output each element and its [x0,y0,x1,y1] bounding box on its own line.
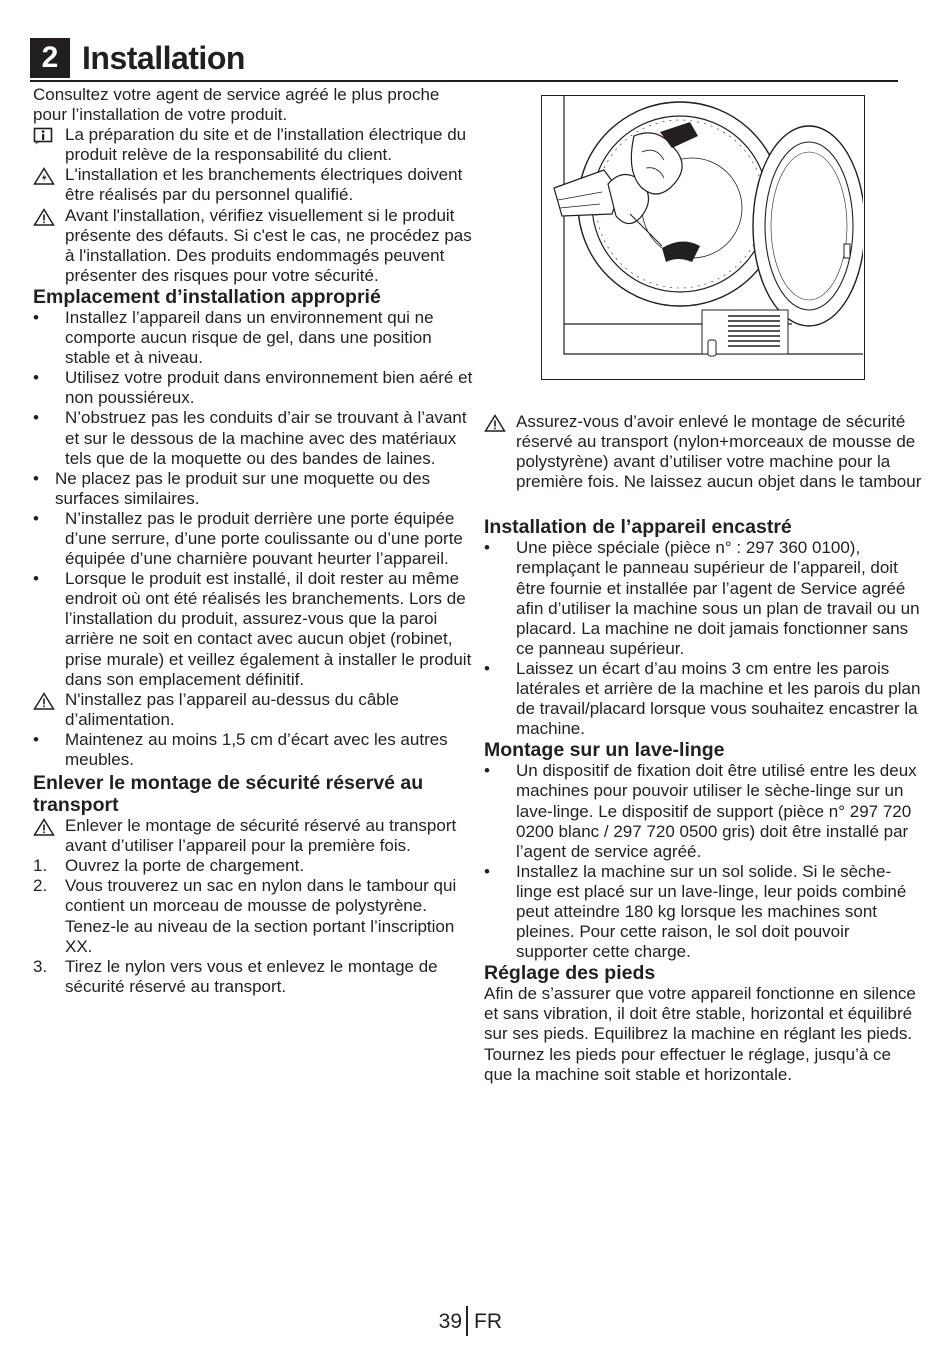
bullet: • [484,761,490,781]
warning-icon [484,414,506,432]
list-item-text: Lorsque le produit est installé, il doit rester au même endroit où ont été réalisés les branchements. Lors de l’installation du produit, assurez-vous que la paroi arrière ne soit en contact avec aucun objet (robinet, prise murale) et veillez également à installer le produit dans son emplacement définitif. [65,569,472,689]
step-item [33,876,473,956]
section-heading-feet: Réglage des pieds [484,962,656,985]
page-footer [0,1306,950,1340]
list-item-text: Laissez un écart d’au moins 3 cm entre les parois latérales et arrière de la machine et les parois du plan de travail/placard lorsque vous souhaitez encastrer la machine. [516,658,921,739]
step-text: Tirez le nylon vers vous et enlevez le montage de sécurité réservé au transport. [65,956,438,996]
footer-divider [466,1306,468,1336]
list-item-text: Maintenez au moins 1,5 cm d’écart avec les autres meubles. [65,729,448,769]
intro-text: Consultez votre agent de service agréé le plus proche pour l’installation de votre produit. [33,85,440,125]
feet-paragraph: Tournez les pieds pour effectuer le réglage, jusqu’à ce que la machine soit stable et horizontale. [484,1044,891,1084]
right-column [484,412,924,1085]
step-number: 2. [33,876,48,896]
list-item-text: Installez l’appareil dans un environnement qui ne comporte aucun risque de gel, dans une position stable et à niveau. [65,307,434,368]
list-item-text: Installez la machine sur un sol solide. Si le sèche-linge est placé sur un lave-linge, leur poids combiné peut atteindre 180 kg lorsque les machines sont pleines. Pour cette raison, le sol doit pouvoir supporter cette charge. [516,861,907,962]
feet-paragraph: Afin de s’assurer que votre appareil fonctionne en silence et sans vibration, il doit être stable, horizontal et équilibré sur ses pieds. Equilibrez la machine en réglant les pieds. [484,984,916,1044]
list-item [484,862,924,962]
note-text: Assurez-vous d’avoir enlevé le montage de sécurité réservé au transport (nylon+morceaux de mousse de polystyrène) avant d’utiliser votre machine pour la première fois. Ne laissez aucun objet dans le tambour [516,412,922,492]
list-item-text: N’installez pas le produit derrière une porte équipée d’une serrure, d’une porte coulissante ou d’une porte équipée d’une charnière pouvant heurter l’appareil. [65,508,463,569]
warning-electric-icon [33,167,55,185]
note-text: Enlever le montage de sécurité réservé au transport avant d’utiliser l’appareil pour la première fois. [65,816,457,856]
info-icon [33,127,55,145]
list-item [33,368,473,408]
section-heading-transport: Enlever le montage de sécurité réservé au transport [33,772,424,817]
list-item [484,659,924,739]
step-item [33,957,473,997]
note-text: L'installation et les branchements électriques doivent être réalisés par du personnel qualifié. [65,165,463,205]
step-item [33,856,473,876]
section-heading-location: Emplacement d’installation approprié [33,285,381,308]
bullet: • [33,468,39,488]
section-heading-stacking: Montage sur un lave-linge [484,739,725,762]
list-item [33,308,473,368]
bullet: • [484,861,490,881]
note-warning [33,690,473,730]
list-item [33,569,473,690]
section-heading-builtin: Installation de l’appareil encastré [484,516,792,539]
list-item-text: Une pièce spéciale (pièce n° : 297 360 0100), remplaçant le panneau supérieur de l’appareil, doit être fournie et installée par l’agent de Service agréé afin d’utiliser la machine sous un plan de travail ou un placard. La machine ne doit jamais fonctionner sans ce panneau supérieur. [516,538,920,658]
list-item [33,408,473,468]
note-text: La préparation du site et de l'installation électrique du produit relève de la responsabilité du client. [65,125,467,165]
list-item [33,509,473,569]
note-warning [484,412,924,492]
list-item [33,730,473,770]
warning-icon [33,818,55,836]
language-code: FR [474,1310,502,1333]
step-number: 3. [33,956,48,976]
list-item [484,761,924,861]
bullet: • [33,508,39,528]
list-item-text: Ne placez pas le produit sur une moquette ou des surfaces similaires. [55,468,431,508]
left-column [33,85,473,997]
step-number: 1. [33,856,48,876]
list-item-text: Utilisez votre produit dans environnement bien aéré et non poussiéreux. [65,368,473,408]
list-item [484,538,924,659]
step-text: Vous trouverez un sac en nylon dans le tambour qui contient un morceau de mousse de polystyrène. Tenez-le au niveau de la section portant l’inscription XX. [65,876,457,956]
bullet: • [33,569,39,589]
page-number: 39 [438,1310,462,1333]
bullet: • [484,658,490,678]
bullet: • [484,538,490,558]
note-info [33,125,473,165]
list-item [33,469,473,509]
bullet: • [33,368,39,388]
note-electric-warning [33,165,473,205]
note-warning [33,816,473,856]
bullet: • [33,307,39,327]
note-text: N'installez pas l’appareil au-dessus du câble d’alimentation. [65,689,399,729]
dryer-illustration [542,96,863,378]
note-text: Avant l'installation, vérifiez visuellement si le produit présente des défauts. Si c'est le cas, ne procédez pas à l'installation. Des produits endommagés peuvent présenter des risques pour votre sécurité. [65,205,472,285]
list-item-text: N’obstruez pas les conduits d’air se trouvant à l’avant et sur le dessous de la machine avec des matériaux tels que de la moquette ou des bandes de laines. [65,408,467,468]
dryer-door-illustration [541,95,865,380]
warning-icon [33,692,55,710]
chapter-title: Installation [82,40,245,76]
step-text: Ouvrez la porte de chargement. [65,856,305,876]
bullet: • [33,729,39,749]
warning-icon [33,208,55,226]
chapter-number: 2 [30,38,70,78]
list-item-text: Un dispositif de fixation doit être utilisé entre les deux machines pour pouvoir utiliser le sèche-linge sur un lave-linge. Le dispositif de support (pièce n° 297 720 0200 blanc / 297 720 0500 gris) doit être installé par l’agent de service agréé. [516,761,917,861]
bullet: • [33,408,39,428]
note-warning [33,206,473,286]
chapter-header [30,36,898,82]
